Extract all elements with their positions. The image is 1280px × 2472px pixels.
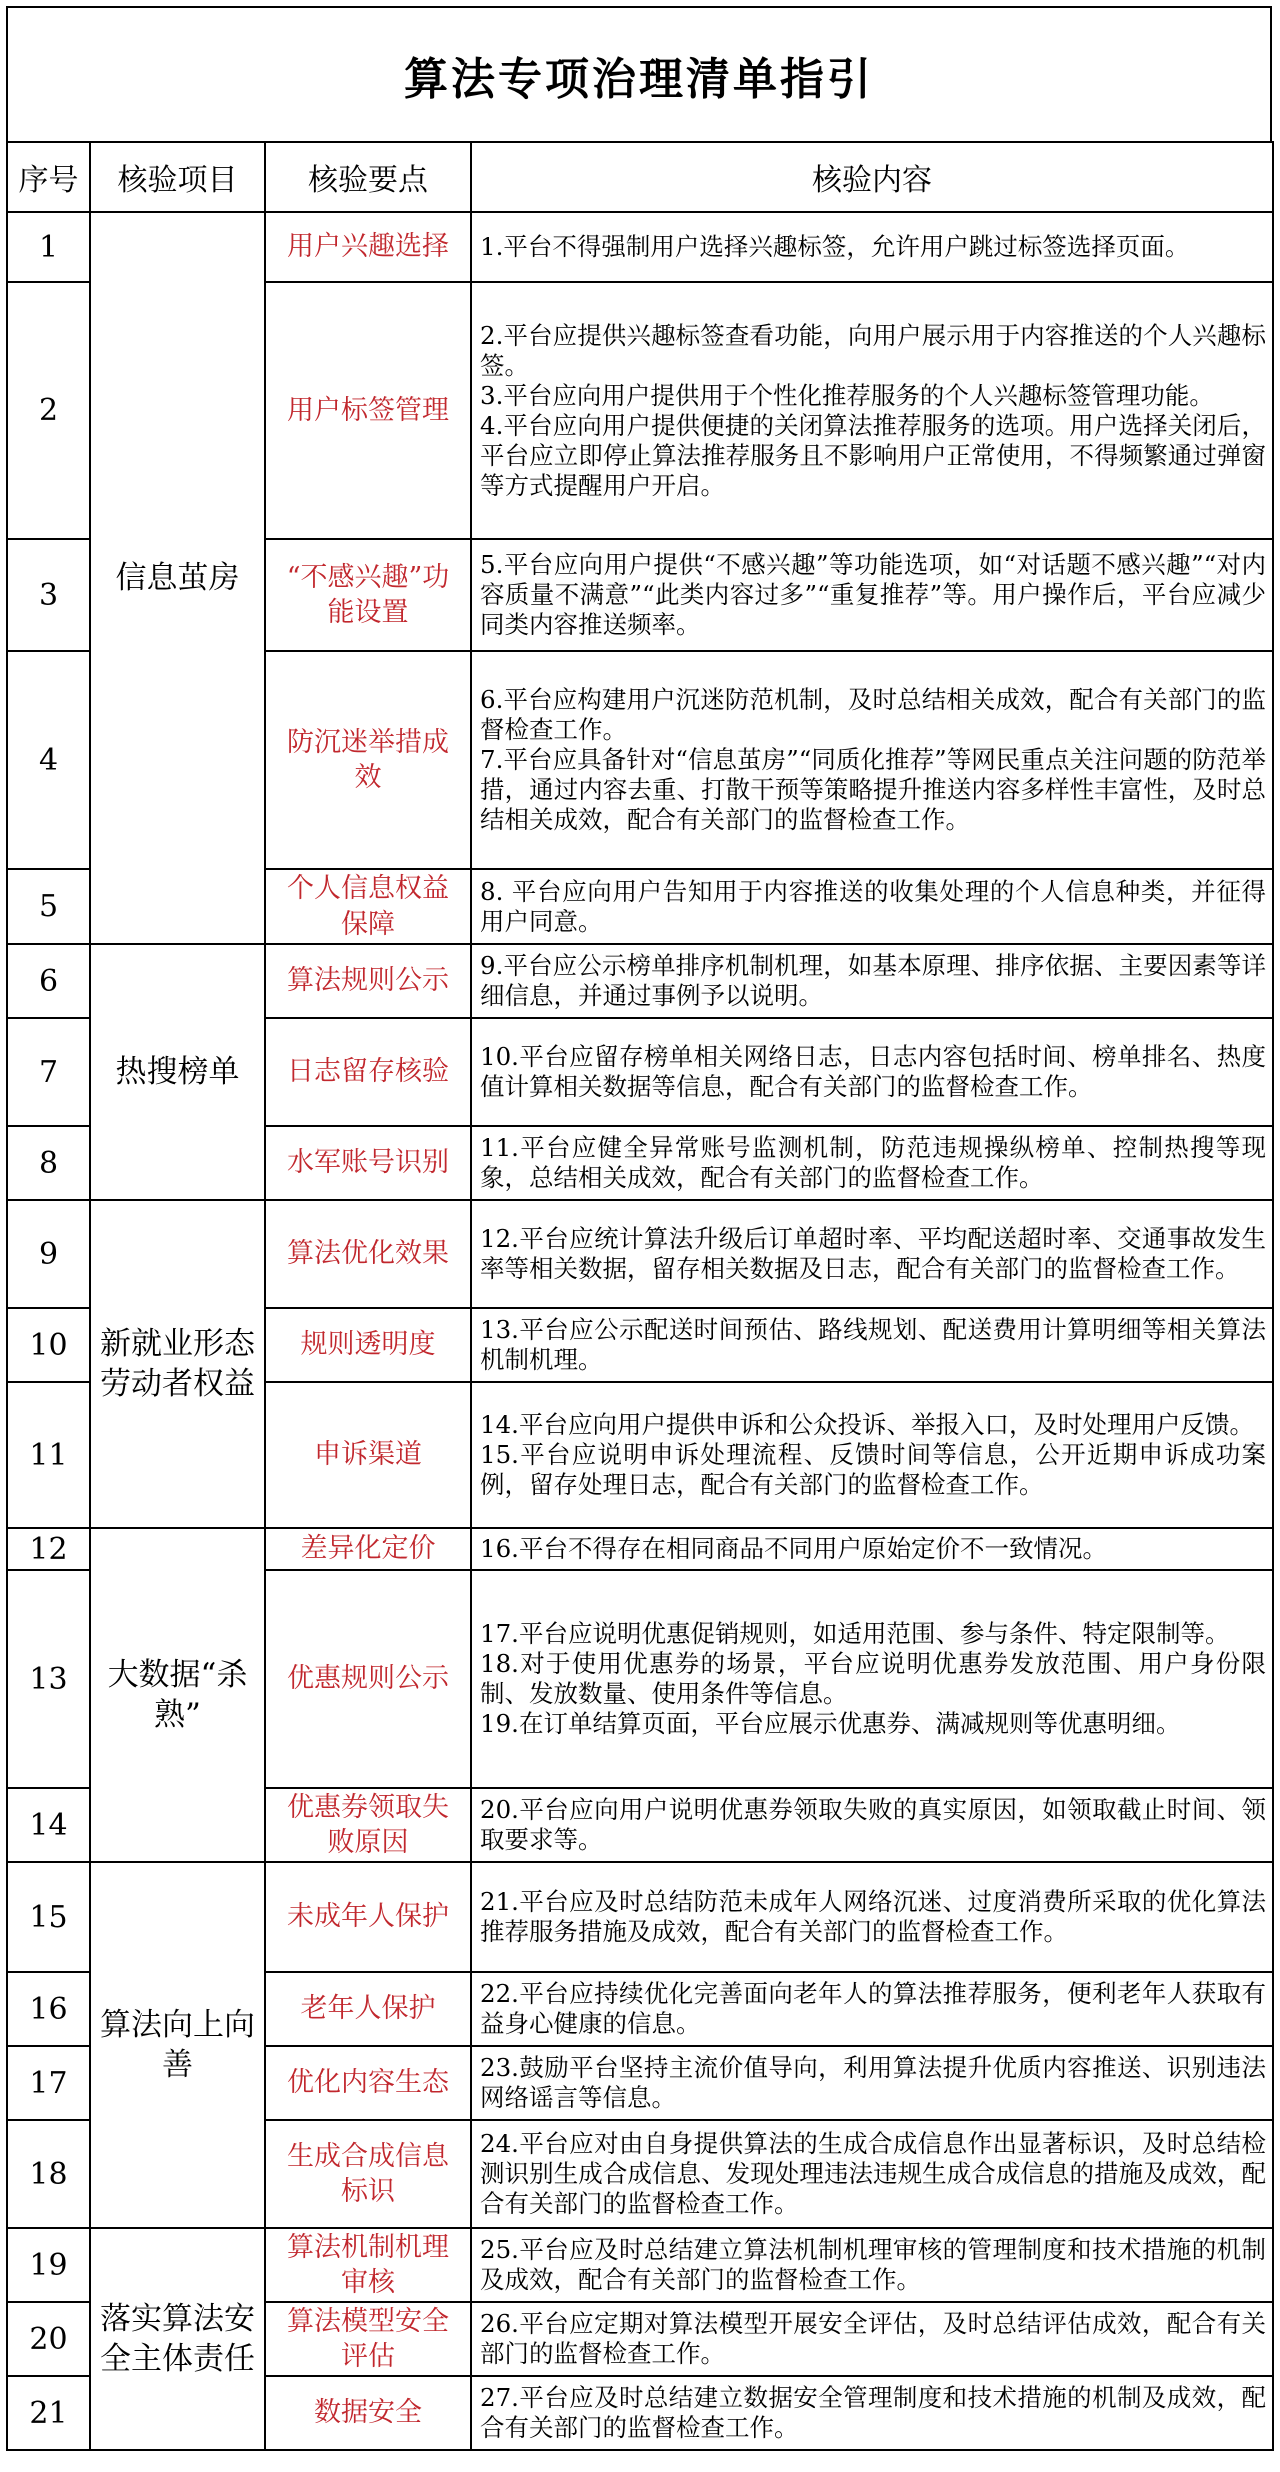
check-content (471, 1382, 1273, 1528)
check-content (471, 212, 1273, 282)
check-content (471, 2302, 1273, 2376)
group-cell: 大数据“杀熟” (90, 1528, 265, 1862)
table-row (7, 1862, 1273, 1972)
check-point: 优化内容生态 (265, 2046, 471, 2120)
content-line: 8. 平台应向用户告知用于内容推送的收集处理的个人信息种类，并征得用户同意。 (480, 876, 1266, 936)
check-content (471, 2376, 1273, 2450)
table-row (7, 1200, 1273, 1308)
content-line: 3.平台应向用户提供用于个性化推荐服务的个人兴趣标签管理功能。 (480, 380, 1214, 410)
check-point: 优惠规则公示 (265, 1570, 471, 1788)
content-line: 24.平台应对由自身提供算法的生成合成信息作出显著标识，及时总结检测识别生成合成信息、发现处理违法违规生成合成信息的措施及成效，配合有关部门的监督检查工作。 (480, 2129, 1266, 2218)
check-content (471, 1018, 1273, 1126)
check-point: 防沉迷举措成效 (265, 651, 471, 869)
row-number: 12 (7, 1528, 90, 1570)
content-line: 15.平台应说明申诉处理流程、反馈时间等信息，公开近期申诉成功案例，留存处理日志，配合有关部门的监督检查工作。 (480, 1440, 1266, 1499)
row-number: 15 (7, 1862, 90, 1972)
header-point: 核验要点 (265, 142, 471, 212)
check-content (471, 2228, 1273, 2302)
title-box (6, 6, 1272, 141)
check-point: 未成年人保护 (265, 1862, 471, 1972)
row-number: 20 (7, 2302, 90, 2376)
content-line: 20.平台应向用户说明优惠券领取失败的真实原因，如领取截止时间、领取要求等。 (480, 1795, 1266, 1854)
row-number: 1 (7, 212, 90, 282)
row-number: 19 (7, 2228, 90, 2302)
content-line: 18.对于使用优惠券的场景，平台应说明优惠券发放范围、用户身份限制、发放数量、使用条件等信息。 (480, 1649, 1266, 1708)
check-point: 优惠券领取失败原因 (265, 1788, 471, 1862)
group-cell: 新就业形态劳动者权益 (90, 1200, 265, 1528)
content-line: 17.平台应说明优惠促销规则，如适用范围、参与条件、特定限制等。 (480, 1619, 1230, 1648)
check-point: 水军账号识别 (265, 1126, 471, 1200)
content-line: 4.平台应向用户提供便捷的关闭算法推荐服务的选项。用户选择关闭后，平台应立即停止算法推荐服务且不影响用户正常使用，不得频繁通过弹窗等方式提醒用户开启。 (480, 410, 1266, 500)
row-number: 6 (7, 944, 90, 1018)
check-content (471, 944, 1273, 1018)
row-number: 8 (7, 1126, 90, 1200)
content-line: 5.平台应向用户提供“不感兴趣”等功能选项，如“对话题不感兴趣”“对内容质量不满意”“此类内容过多”“重复推荐”等。用户操作后，平台应减少同类内容推送频率。 (480, 550, 1266, 639)
content-line: 21.平台应及时总结防范未成年人网络沉迷、过度消费所采取的优化算法推荐服务措施及成效，配合有关部门的监督检查工作。 (480, 1887, 1266, 1946)
check-content (471, 1308, 1273, 1382)
check-point: 数据安全 (265, 2376, 471, 2450)
check-content (471, 869, 1273, 944)
group-cell: 热搜榜单 (90, 944, 265, 1200)
check-content (471, 1788, 1273, 1862)
check-point: 算法优化效果 (265, 1200, 471, 1308)
content-line: 27.平台应及时总结建立数据安全管理制度和技术措施的机制及成效，配合有关部门的监督检查工作。 (480, 2383, 1266, 2442)
check-point: 差异化定价 (265, 1528, 471, 1570)
group-cell: 落实算法安全主体责任 (90, 2228, 265, 2450)
check-content (471, 282, 1273, 539)
check-content (471, 2120, 1273, 2228)
group-cell: 算法向上向善 (90, 1862, 265, 2228)
content-line: 13.平台应公示配送时间预估、路线规划、配送费用计算明细等相关算法机制机理。 (480, 1315, 1266, 1374)
check-content (471, 651, 1273, 869)
row-number: 5 (7, 869, 90, 944)
checklist-table (6, 141, 1274, 2451)
check-point: “不感兴趣”功能设置 (265, 539, 471, 651)
check-content (471, 1972, 1273, 2046)
content-line: 19.在订单结算页面，平台应展示优惠券、满减规则等优惠明细。 (480, 1709, 1181, 1738)
header-content: 核验内容 (471, 142, 1273, 212)
header-item: 核验项目 (90, 142, 265, 212)
check-content (471, 1862, 1273, 1972)
header-num: 序号 (7, 142, 90, 212)
check-point: 规则透明度 (265, 1308, 471, 1382)
check-content (471, 1126, 1273, 1200)
check-point: 申诉渠道 (265, 1382, 471, 1528)
row-number: 17 (7, 2046, 90, 2120)
content-line: 2.平台应提供兴趣标签查看功能，向用户展示用于内容推送的个人兴趣标签。 (480, 320, 1266, 380)
content-line: 10.平台应留存榜单相关网络日志，日志内容包括时间、榜单排名、热度值计算相关数据等信息，配合有关部门的监督检查工作。 (480, 1042, 1266, 1101)
row-number: 2 (7, 282, 90, 539)
table-row (7, 212, 1273, 282)
check-content (471, 2046, 1273, 2120)
check-content (471, 1570, 1273, 1788)
check-point: 生成合成信息标识 (265, 2120, 471, 2228)
check-point: 用户标签管理 (265, 282, 471, 539)
row-number: 3 (7, 539, 90, 651)
content-line: 25.平台应及时总结建立算法机制机理审核的管理制度和技术措施的机制及成效，配合有关部门的监督检查工作。 (480, 2235, 1266, 2294)
check-point: 算法机制机理审核 (265, 2228, 471, 2302)
content-line: 23.鼓励平台坚持主流价值导向，利用算法提升优质内容推送、识别违法网络谣言等信息。 (480, 2053, 1266, 2112)
check-point: 算法规则公示 (265, 944, 471, 1018)
row-number: 14 (7, 1788, 90, 1862)
row-number: 18 (7, 2120, 90, 2228)
check-content (471, 1200, 1273, 1308)
table-row (7, 2228, 1273, 2302)
row-number: 9 (7, 1200, 90, 1308)
content-line: 7.平台应具备针对“信息茧房”“同质化推荐”等网民重点关注问题的防范举措，通过内容去重、打散干预等策略提升推送内容多样性丰富性，及时总结相关成效，配合有关部门的监督检查工作。 (480, 745, 1266, 834)
row-number: 4 (7, 651, 90, 869)
content-line: 16.平台不得存在相同商品不同用户原始定价不一致情况。 (480, 1534, 1107, 1563)
check-content (471, 1528, 1273, 1570)
content-line: 12.平台应统计算法升级后订单超时率、平均配送超时率、交通事故发生率等相关数据，留存相关数据及日志，配合有关部门的监督检查工作。 (480, 1224, 1266, 1283)
table-row (7, 944, 1273, 1018)
content-line: 9.平台应公示榜单排序机制机理，如基本原理、排序依据、主要因素等详细信息，并通过事例予以说明。 (480, 951, 1266, 1010)
check-point: 日志留存核验 (265, 1018, 471, 1126)
header-row (7, 142, 1273, 212)
group-cell: 信息茧房 (90, 212, 265, 944)
row-number: 7 (7, 1018, 90, 1126)
check-content (471, 539, 1273, 651)
check-point: 算法模型安全评估 (265, 2302, 471, 2376)
content-line: 14.平台应向用户提供申诉和公众投诉、举报入口，及时处理用户反馈。 (480, 1410, 1254, 1439)
row-number: 16 (7, 1972, 90, 2046)
check-point: 用户兴趣选择 (265, 212, 471, 282)
content-line: 22.平台应持续优化完善面向老年人的算法推荐服务，便利老年人获取有益身心健康的信息。 (480, 1979, 1266, 2038)
check-point: 个人信息权益保障 (265, 869, 471, 944)
row-number: 13 (7, 1570, 90, 1788)
content-line: 1.平台不得强制用户选择兴趣标签，允许用户跳过标签选择页面。 (480, 232, 1190, 261)
page-title: 算法专项治理清单指引 (404, 53, 874, 105)
check-point: 老年人保护 (265, 1972, 471, 2046)
row-number: 10 (7, 1308, 90, 1382)
content-line: 6.平台应构建用户沉迷防范机制，及时总结相关成效，配合有关部门的监督检查工作。 (480, 685, 1266, 744)
row-number: 21 (7, 2376, 90, 2450)
row-number: 11 (7, 1382, 90, 1528)
table-row (7, 1528, 1273, 1570)
content-line: 11.平台应健全异常账号监测机制，防范违规操纵榜单、控制热搜等现象，总结相关成效，配合有关部门的监督检查工作。 (480, 1133, 1266, 1192)
content-line: 26.平台应定期对算法模型开展安全评估，及时总结评估成效，配合有关部门的监督检查工作。 (480, 2309, 1266, 2368)
